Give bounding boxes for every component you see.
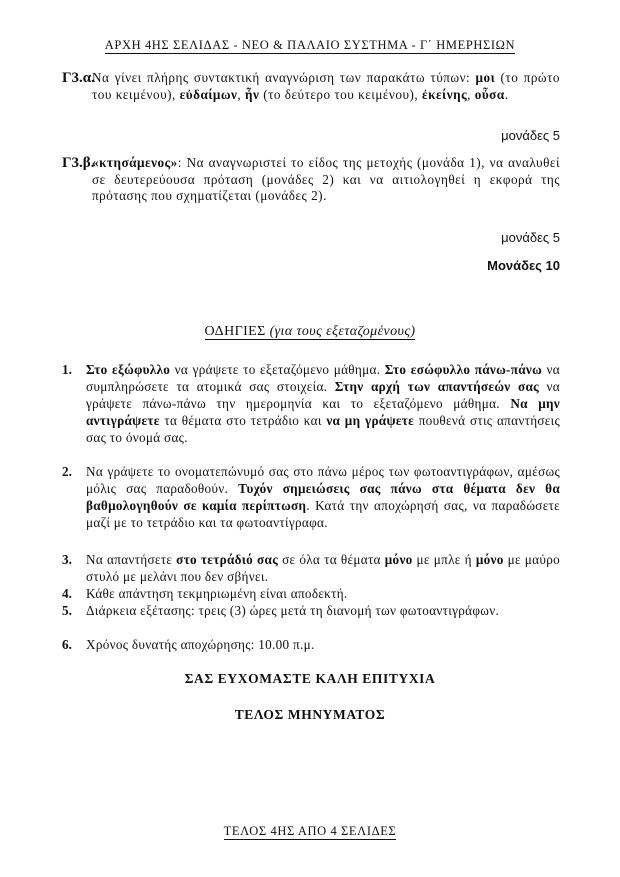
bold-text-run: ἐκείνης [422, 86, 468, 102]
text-run: : Να αναγνωριστεί το είδος της μετοχής (μονάδα 1), να αναλυθεί σε δευτερεύουσα πρόταση (μονάδες 2) και να αιτιολογηθεί η εκφορά της πρότασης που σχηματίζεται (μονάδες 2). [92, 155, 560, 203]
page-header [0, 38, 620, 53]
text-run: . [504, 86, 509, 102]
page-header-text: ΑΡΧΗ 4ΗΣ ΣΕΛΙΔΑΣ - ΝΕΟ & ΠΑΛΑΙΟ ΣΥΣΤΗΜΑ - Γ΄ ΗΜΕΡΗΣΙΩΝ [104, 38, 516, 52]
text-run: σε όλα τα θέματα [278, 552, 385, 567]
text-run: πουθενά στις απαντήσεις σας το όνομά σας. [86, 413, 561, 445]
bold-text-run: μόνο [384, 552, 413, 567]
instruction-number: 5. [62, 603, 72, 618]
text-run: Να γράψετε το ονοματεπώνυμό σας στο πάνω μέρος των φωτοαντιγράφων, αμέσως μόλις σας παραδοθούν. [86, 464, 560, 496]
instruction-number: 6. [62, 637, 72, 652]
instructions-subtitle: (για τους εξεταζομένους) [269, 324, 416, 339]
instruction-text [86, 585, 560, 602]
text-run: Να γίνει πλήρης συντακτική αναγνώριση των παρακάτω τύπων: [92, 70, 476, 85]
bold-text-run: στο τετράδιό σας [176, 552, 279, 567]
bold-text-run: ἦν [245, 86, 260, 102]
bold-text-run: Στο εσώφυλλο πάνω-πάνω [384, 362, 543, 377]
question-g3a [62, 70, 560, 103]
instructions-title [0, 324, 620, 340]
bold-text-run: «κτησάμενος» [92, 155, 178, 170]
bold-text-run: Στο εξώφυλλο [86, 362, 171, 377]
instruction-number: 1. [62, 362, 72, 377]
text-run: (το πρώτο του κειμένου), [92, 70, 560, 102]
question-marks: μονάδες 5 [501, 230, 560, 245]
text-run: Διάρκεια εξέτασης: τρεις (3) ώρες μετά τη διανομή των φωτοαντιγράφων. [86, 603, 500, 618]
page-footer [0, 824, 620, 839]
question-body [92, 70, 560, 103]
text-run: , [237, 86, 246, 102]
question-label: Γ3.α. [62, 70, 95, 86]
instructions-title-text: ΟΔΗΓΙΕΣ [204, 324, 266, 339]
question-label: Γ3.β. [62, 155, 95, 171]
bold-text-run: οὖσα [474, 86, 505, 102]
bold-text-run: μοι [475, 70, 496, 85]
text-run: να γράψετε το εξεταζόμενο μάθημα. [170, 362, 385, 377]
instruction-text [86, 361, 560, 446]
text-run: Κάθε απάντηση τεκμηριωμένη είναι αποδεκτή. [86, 586, 348, 601]
instruction-number: 3. [62, 552, 72, 567]
bold-text-run: Στην αρχή των απαντήσεών σας [334, 379, 539, 394]
bold-text-run: εὐδαίμων [179, 86, 238, 102]
page-footer-text: ΤΕΛΟΣ 4ΗΣ ΑΠΟ 4 ΣΕΛΙΔΕΣ [223, 824, 397, 838]
instruction-text [86, 602, 560, 619]
instruction-number: 4. [62, 586, 72, 601]
instruction-item [62, 463, 560, 531]
total-marks: Μονάδες 10 [487, 258, 560, 273]
instruction-item [62, 551, 560, 585]
instruction-item [62, 361, 560, 446]
instruction-text [86, 551, 560, 585]
text-run: . Κατά την αποχώρησή σας, να παραδώσετε μαζί με το τετράδιο και τα φωτοαντίγραφα. [86, 498, 560, 530]
bold-text-run: Να μην αντιγράψετε [86, 396, 560, 428]
text-run: (το δεύτερο του κειμένου), [259, 86, 423, 102]
instruction-item [62, 636, 560, 653]
text-run: Να απαντήσετε [86, 552, 177, 567]
text-run: να γράψετε πάνω-πάνω την ημερομηνία και το εξεταζόμενο μάθημα. [86, 379, 560, 411]
instruction-item [62, 585, 560, 602]
text-run: με μαύρο στυλό με μελάνι που δεν σβήνει. [86, 552, 560, 584]
question-body [92, 155, 560, 205]
question-marks: μονάδες 5 [501, 128, 560, 143]
instruction-number: 2. [62, 464, 72, 479]
text-run: Χρόνος δυνατής αποχώρησης: 10.00 π.μ. [86, 637, 315, 652]
bold-text-run: να μη γράψετε [326, 413, 415, 428]
text-run: να συμπληρώσετε τα ατομικά σας στοιχεία. [86, 362, 560, 394]
text-run: , [467, 86, 475, 102]
question-g3b [62, 155, 560, 205]
instruction-text [86, 463, 560, 531]
bold-text-run: μόνο [475, 552, 504, 567]
text-run: με μπλε ή [412, 552, 476, 567]
closing-wish: ΣΑΣ ΕΥΧΟΜΑΣΤΕ ΚΑΛΗ ΕΠΙΤΥΧΙΑ [184, 671, 436, 686]
end-message: ΤΕΛΟΣ ΜΗΝΥΜΑΤΟΣ [234, 707, 386, 722]
text-run: τα θέματα στο τετράδιο και [159, 413, 327, 428]
instruction-item [62, 602, 560, 619]
instruction-text [86, 636, 560, 653]
bold-text-run: Τυχόν σημειώσεις σας πάνω στα θέματα δεν θα βαθμολογηθούν σε καμία περίπτωση [86, 481, 561, 513]
